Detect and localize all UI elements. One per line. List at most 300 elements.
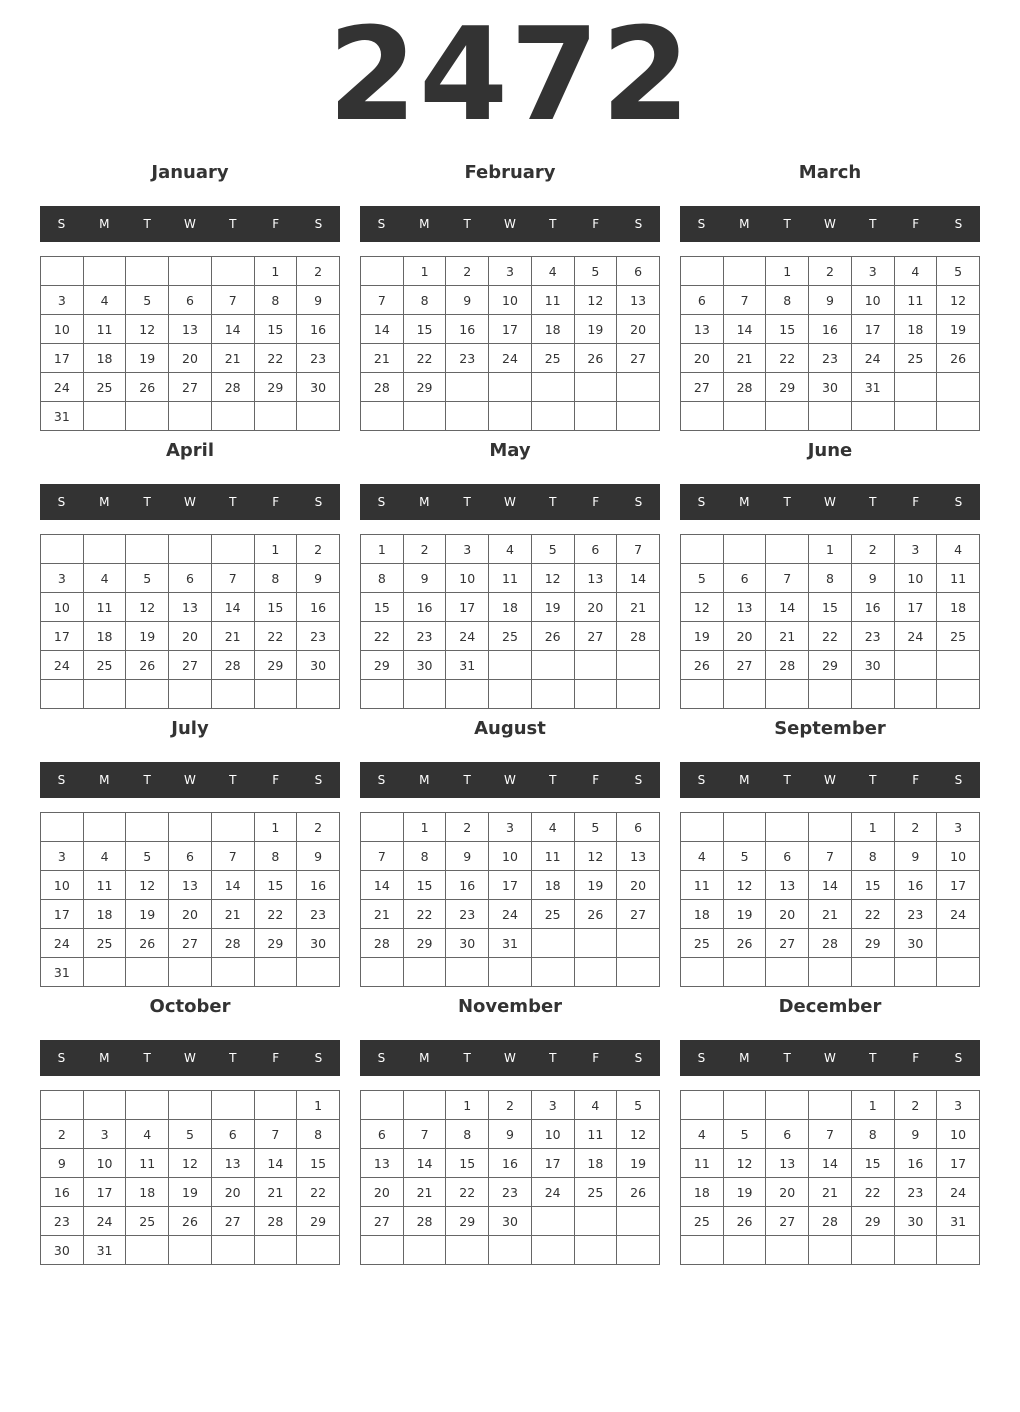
- day-cell: 19: [574, 871, 617, 900]
- day-cell: 25: [937, 622, 980, 651]
- day-cell: 10: [894, 564, 937, 593]
- month-title: February: [464, 162, 556, 183]
- day-cell: [809, 402, 852, 431]
- day-cell: 29: [851, 929, 894, 958]
- day-cell: 9: [894, 1120, 937, 1149]
- day-cell: [83, 1091, 126, 1120]
- day-cell: [211, 1236, 254, 1265]
- day-cell: 22: [254, 900, 297, 929]
- week-row: [41, 286, 340, 315]
- day-cell: 8: [766, 286, 809, 315]
- weekday-label: M: [739, 217, 750, 231]
- day-cell: [574, 958, 617, 987]
- weekday-label: S: [954, 495, 963, 509]
- day-cell: [361, 402, 404, 431]
- day-cell: 8: [809, 564, 852, 593]
- week-row: [361, 286, 660, 315]
- week-row: [361, 622, 660, 651]
- day-cell: 7: [617, 535, 660, 564]
- day-cell: 10: [531, 1120, 574, 1149]
- day-cell: 6: [766, 1120, 809, 1149]
- day-cell: [446, 402, 489, 431]
- day-cell: 23: [297, 344, 340, 373]
- day-cell: [809, 1091, 852, 1120]
- day-cell: [361, 1091, 404, 1120]
- day-cell: [361, 958, 404, 987]
- month-title: March: [798, 162, 862, 183]
- day-cell: 21: [723, 344, 766, 373]
- day-grid: [360, 812, 660, 987]
- week-row: [41, 929, 340, 958]
- day-cell: 31: [446, 651, 489, 680]
- day-cell: 5: [574, 257, 617, 286]
- day-cell: 16: [403, 593, 446, 622]
- day-cell: 4: [681, 1120, 724, 1149]
- day-cell: [937, 680, 980, 709]
- month-title: May: [489, 440, 531, 461]
- day-cell: 15: [361, 593, 404, 622]
- day-cell: 12: [126, 315, 169, 344]
- day-cell: [723, 958, 766, 987]
- weekday-header: [40, 1040, 340, 1076]
- day-cell: 29: [254, 651, 297, 680]
- day-cell: [531, 373, 574, 402]
- weekday-label: M: [739, 773, 750, 787]
- day-cell: 29: [403, 929, 446, 958]
- day-cell: 19: [574, 315, 617, 344]
- day-cell: 8: [254, 842, 297, 871]
- day-cell: 2: [297, 535, 340, 564]
- week-row: [681, 1178, 980, 1207]
- week-row: [361, 680, 660, 709]
- day-cell: 25: [83, 373, 126, 402]
- day-cell: [617, 680, 660, 709]
- day-cell: 30: [403, 651, 446, 680]
- day-cell: 25: [489, 622, 532, 651]
- day-grid: [680, 256, 980, 431]
- day-cell: 17: [41, 344, 84, 373]
- day-cell: [254, 402, 297, 431]
- day-cell: 2: [403, 535, 446, 564]
- day-cell: [83, 813, 126, 842]
- day-cell: 18: [83, 344, 126, 373]
- day-cell: 22: [297, 1178, 340, 1207]
- day-cell: 20: [574, 593, 617, 622]
- weekday-header: [40, 484, 340, 520]
- day-cell: [211, 680, 254, 709]
- day-cell: [489, 373, 532, 402]
- day-cell: 8: [851, 842, 894, 871]
- day-cell: [937, 929, 980, 958]
- week-row: [41, 564, 340, 593]
- week-row: [681, 373, 980, 402]
- day-cell: [723, 1091, 766, 1120]
- day-cell: 7: [809, 842, 852, 871]
- week-row: [681, 1120, 980, 1149]
- day-cell: 28: [809, 929, 852, 958]
- day-cell: 16: [41, 1178, 84, 1207]
- weekday-label: S: [377, 773, 386, 787]
- day-cell: 23: [446, 344, 489, 373]
- day-cell: [126, 257, 169, 286]
- day-cell: [617, 1236, 660, 1265]
- day-cell: [766, 1091, 809, 1120]
- day-cell: 6: [169, 564, 212, 593]
- day-cell: 11: [83, 593, 126, 622]
- day-cell: [297, 1236, 340, 1265]
- day-cell: 29: [446, 1207, 489, 1236]
- day-cell: 10: [851, 286, 894, 315]
- day-cell: 25: [83, 929, 126, 958]
- week-row: [41, 1149, 340, 1178]
- day-cell: 28: [361, 929, 404, 958]
- day-cell: 30: [809, 373, 852, 402]
- day-cell: 4: [83, 286, 126, 315]
- weekday-label: T: [229, 495, 237, 509]
- weekday-label: M: [739, 1051, 750, 1065]
- day-cell: 18: [83, 900, 126, 929]
- day-cell: 1: [851, 1091, 894, 1120]
- day-cell: 29: [361, 651, 404, 680]
- day-cell: 15: [297, 1149, 340, 1178]
- day-cell: 27: [169, 929, 212, 958]
- day-cell: 6: [617, 257, 660, 286]
- day-cell: [83, 257, 126, 286]
- week-row: [41, 593, 340, 622]
- day-cell: 25: [531, 344, 574, 373]
- day-cell: 20: [169, 622, 212, 651]
- day-cell: 30: [894, 929, 937, 958]
- day-cell: [489, 651, 532, 680]
- day-cell: 24: [41, 373, 84, 402]
- day-cell: [489, 1236, 532, 1265]
- day-cell: 11: [681, 1149, 724, 1178]
- weekday-label: T: [783, 773, 791, 787]
- day-cell: [681, 1091, 724, 1120]
- day-cell: 11: [531, 286, 574, 315]
- day-cell: 25: [574, 1178, 617, 1207]
- day-cell: 12: [723, 1149, 766, 1178]
- day-cell: 19: [169, 1178, 212, 1207]
- day-cell: 17: [41, 900, 84, 929]
- day-cell: 30: [446, 929, 489, 958]
- day-cell: 31: [851, 373, 894, 402]
- day-cell: [937, 373, 980, 402]
- day-cell: 3: [489, 257, 532, 286]
- day-cell: 10: [446, 564, 489, 593]
- day-cell: 26: [937, 344, 980, 373]
- day-cell: 5: [723, 842, 766, 871]
- day-cell: 6: [617, 813, 660, 842]
- day-cell: 9: [446, 286, 489, 315]
- week-row: [41, 535, 340, 564]
- day-cell: 24: [894, 622, 937, 651]
- day-cell: 23: [297, 622, 340, 651]
- weekday-label: M: [419, 217, 430, 231]
- day-cell: 20: [211, 1178, 254, 1207]
- month-title: October: [149, 996, 231, 1017]
- day-cell: 4: [894, 257, 937, 286]
- weekday-label: F: [592, 495, 600, 509]
- weekday-label: W: [824, 773, 836, 787]
- day-cell: 24: [851, 344, 894, 373]
- day-cell: 20: [681, 344, 724, 373]
- week-row: [361, 402, 660, 431]
- day-cell: 26: [574, 344, 617, 373]
- day-cell: 22: [254, 622, 297, 651]
- day-cell: [211, 402, 254, 431]
- day-cell: 15: [403, 315, 446, 344]
- day-cell: 21: [617, 593, 660, 622]
- day-cell: [766, 1236, 809, 1265]
- weekday-label: M: [419, 773, 430, 787]
- weekday-label: T: [143, 217, 151, 231]
- day-cell: [617, 929, 660, 958]
- weekday-label: S: [314, 495, 323, 509]
- day-cell: 16: [894, 871, 937, 900]
- day-cell: 16: [297, 593, 340, 622]
- day-cell: [361, 680, 404, 709]
- day-cell: 6: [169, 286, 212, 315]
- day-cell: 28: [766, 651, 809, 680]
- weekday-label: S: [314, 1051, 323, 1065]
- day-cell: [446, 958, 489, 987]
- day-cell: 26: [574, 900, 617, 929]
- day-cell: [211, 1091, 254, 1120]
- day-cell: 14: [809, 871, 852, 900]
- day-cell: 3: [937, 1091, 980, 1120]
- day-cell: 25: [894, 344, 937, 373]
- day-cell: 14: [617, 564, 660, 593]
- week-row: [41, 622, 340, 651]
- day-cell: 8: [403, 842, 446, 871]
- day-cell: 14: [403, 1149, 446, 1178]
- weekday-header: [680, 1040, 980, 1076]
- week-row: [681, 1091, 980, 1120]
- day-cell: 29: [809, 651, 852, 680]
- day-cell: 15: [851, 1149, 894, 1178]
- day-cell: 5: [126, 842, 169, 871]
- weekday-label: T: [463, 1051, 471, 1065]
- weekday-label: F: [592, 1051, 600, 1065]
- weekday-label: W: [824, 495, 836, 509]
- weekday-label: M: [99, 1051, 110, 1065]
- week-row: [361, 564, 660, 593]
- day-cell: 3: [531, 1091, 574, 1120]
- week-row: [681, 593, 980, 622]
- day-cell: 20: [361, 1178, 404, 1207]
- day-cell: [766, 535, 809, 564]
- day-cell: 27: [723, 651, 766, 680]
- day-cell: 14: [211, 315, 254, 344]
- week-row: [681, 680, 980, 709]
- day-cell: 12: [126, 871, 169, 900]
- day-cell: [617, 373, 660, 402]
- day-cell: 7: [211, 842, 254, 871]
- day-cell: [41, 680, 84, 709]
- day-cell: [531, 680, 574, 709]
- day-cell: 22: [403, 344, 446, 373]
- day-cell: 27: [361, 1207, 404, 1236]
- day-cell: 4: [937, 535, 980, 564]
- day-cell: 22: [254, 344, 297, 373]
- day-cell: [617, 651, 660, 680]
- week-row: [681, 958, 980, 987]
- week-row: [361, 257, 660, 286]
- week-row: [681, 622, 980, 651]
- day-cell: 17: [489, 315, 532, 344]
- day-cell: 1: [446, 1091, 489, 1120]
- day-cell: 2: [894, 1091, 937, 1120]
- day-cell: 29: [851, 1207, 894, 1236]
- day-cell: [403, 680, 446, 709]
- day-cell: [617, 402, 660, 431]
- weekday-label: T: [549, 217, 557, 231]
- day-cell: 26: [126, 651, 169, 680]
- day-cell: 30: [297, 651, 340, 680]
- weekday-label: T: [783, 495, 791, 509]
- day-cell: 16: [894, 1149, 937, 1178]
- day-cell: 21: [403, 1178, 446, 1207]
- month-title: July: [171, 718, 209, 739]
- weekday-label: M: [419, 1051, 430, 1065]
- day-cell: 18: [681, 900, 724, 929]
- day-cell: [681, 402, 724, 431]
- week-row: [681, 929, 980, 958]
- day-cell: 13: [617, 842, 660, 871]
- day-cell: 14: [211, 871, 254, 900]
- day-cell: 9: [403, 564, 446, 593]
- weekday-label: S: [377, 217, 386, 231]
- day-cell: 30: [297, 929, 340, 958]
- day-cell: 1: [297, 1091, 340, 1120]
- weekday-label: S: [634, 495, 643, 509]
- weekday-label: W: [504, 217, 516, 231]
- weekday-label: T: [229, 217, 237, 231]
- weekday-label: M: [99, 217, 110, 231]
- week-row: [361, 1207, 660, 1236]
- day-cell: 28: [403, 1207, 446, 1236]
- day-cell: 11: [83, 315, 126, 344]
- day-cell: 21: [211, 622, 254, 651]
- day-cell: 26: [169, 1207, 212, 1236]
- day-cell: 9: [446, 842, 489, 871]
- day-cell: 4: [531, 257, 574, 286]
- weekday-label: T: [869, 773, 877, 787]
- day-cell: 8: [446, 1120, 489, 1149]
- day-cell: 10: [937, 842, 980, 871]
- day-cell: 20: [617, 871, 660, 900]
- day-cell: 5: [126, 286, 169, 315]
- day-cell: [211, 535, 254, 564]
- day-cell: 6: [723, 564, 766, 593]
- day-cell: 19: [937, 315, 980, 344]
- day-cell: [894, 680, 937, 709]
- day-cell: 10: [489, 842, 532, 871]
- weekday-label: F: [272, 1051, 280, 1065]
- day-cell: 28: [211, 929, 254, 958]
- day-cell: [574, 1236, 617, 1265]
- weekday-label: T: [143, 495, 151, 509]
- day-cell: 30: [851, 651, 894, 680]
- weekday-label: S: [314, 217, 323, 231]
- day-cell: 1: [766, 257, 809, 286]
- day-cell: 6: [574, 535, 617, 564]
- day-cell: 5: [169, 1120, 212, 1149]
- day-cell: 9: [809, 286, 852, 315]
- weekday-label: T: [869, 1051, 877, 1065]
- day-cell: 9: [297, 286, 340, 315]
- day-cell: 1: [254, 535, 297, 564]
- day-cell: 3: [446, 535, 489, 564]
- day-cell: 16: [297, 315, 340, 344]
- day-cell: 21: [809, 900, 852, 929]
- weekday-label: F: [912, 773, 920, 787]
- day-cell: 2: [446, 257, 489, 286]
- day-cell: 11: [574, 1120, 617, 1149]
- day-cell: 13: [681, 315, 724, 344]
- day-cell: [894, 402, 937, 431]
- day-cell: 16: [297, 871, 340, 900]
- weekday-header: [680, 484, 980, 520]
- day-cell: 8: [254, 286, 297, 315]
- weekday-label: S: [697, 217, 706, 231]
- weekday-label: S: [954, 217, 963, 231]
- day-cell: 26: [681, 651, 724, 680]
- weekday-label: W: [184, 773, 196, 787]
- day-cell: [681, 813, 724, 842]
- weekday-label: T: [783, 217, 791, 231]
- day-grid: [680, 534, 980, 709]
- day-grid: [680, 1090, 980, 1265]
- week-row: [681, 1149, 980, 1178]
- day-cell: [83, 680, 126, 709]
- day-cell: [361, 257, 404, 286]
- day-cell: [574, 373, 617, 402]
- weekday-label: T: [463, 773, 471, 787]
- day-cell: 12: [126, 593, 169, 622]
- day-cell: [766, 680, 809, 709]
- day-cell: 31: [41, 958, 84, 987]
- day-cell: 25: [83, 651, 126, 680]
- day-cell: 13: [617, 286, 660, 315]
- day-cell: 15: [254, 593, 297, 622]
- day-cell: [809, 680, 852, 709]
- weekday-label: F: [272, 217, 280, 231]
- day-cell: 10: [489, 286, 532, 315]
- weekday-label: W: [504, 1051, 516, 1065]
- week-row: [681, 286, 980, 315]
- day-cell: 1: [809, 535, 852, 564]
- day-cell: 17: [937, 1149, 980, 1178]
- day-cell: 5: [531, 535, 574, 564]
- weekday-label: F: [912, 495, 920, 509]
- day-cell: 9: [297, 842, 340, 871]
- day-cell: 14: [766, 593, 809, 622]
- day-cell: 13: [169, 871, 212, 900]
- weekday-header: [40, 762, 340, 798]
- weekday-label: F: [912, 217, 920, 231]
- weekday-label: T: [229, 773, 237, 787]
- day-cell: [446, 1236, 489, 1265]
- day-cell: 9: [297, 564, 340, 593]
- day-cell: 24: [446, 622, 489, 651]
- day-cell: [297, 402, 340, 431]
- day-cell: 24: [41, 929, 84, 958]
- week-row: [361, 813, 660, 842]
- day-cell: [851, 402, 894, 431]
- day-grid: [360, 534, 660, 709]
